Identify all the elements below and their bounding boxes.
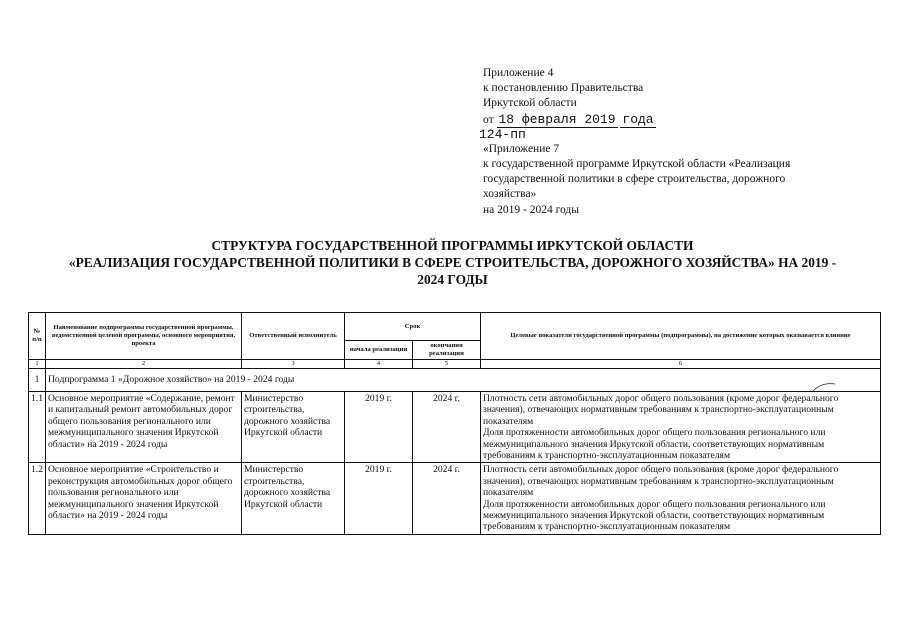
header-num: № п/п — [29, 313, 46, 360]
title-line: СТРУКТУРА ГОСУДАРСТВЕННОЙ ПРОГРАММЫ ИРКУТСКОЙ ОБЛАСТИ — [211, 238, 694, 253]
annex-date-line — [483, 112, 883, 128]
annex-line: на 2019 - 2024 годы — [483, 203, 580, 216]
indicator-text: Плотность сети автомобильных дорог общего пользования (кроме дорог федерального значения), отвечающих нормативным требованиям к транспортно-эксплуатационным показателям — [483, 464, 839, 499]
indicator-text: Доля протяженности автомобильных дорог общего пользования регионального или межмуниципального значения Иркутской области, соответствующих нормативным требованиям к транспортно-эксплуатационным показателям — [483, 498, 826, 533]
indicator-text: Доля протяженности автомобильных дорог общего пользования регионального или межмуниципального значения Иркутской области, соответствующих нормативным требованиям к транспортно-эксплуатационным показателям — [483, 427, 826, 462]
row-start: 2019 г. — [345, 392, 413, 463]
program-structure-table — [28, 312, 881, 535]
table-row — [29, 463, 881, 534]
row-num: 1.1 — [29, 392, 46, 463]
header-executor: Ответственный исполнитель — [242, 313, 345, 360]
annex-line: к постановлению Правительства — [483, 82, 644, 95]
header-name: Наименование подпрограммы государственной программы, ведомственной целевой программы, основного мероприятия, проекта — [46, 313, 242, 360]
row-executor: Министерство строительства, дорожного хозяйства Иркутской области — [242, 392, 345, 463]
pen-mark-icon — [812, 381, 836, 393]
annex-line: хозяйства» — [483, 188, 537, 201]
column-number: 2 — [46, 360, 242, 369]
column-number: 1 — [29, 360, 46, 369]
date-suffix: года — [622, 111, 654, 127]
column-number-row — [29, 360, 881, 369]
row-executor: Министерство строительства, дорожного хозяйства Иркутской области — [242, 463, 345, 534]
annex-block — [479, 66, 883, 218]
row-end: 2024 г. — [413, 463, 481, 534]
row-num: 1.2 — [29, 463, 46, 534]
resolution-date: 18 февраля 2019 — [498, 111, 616, 127]
row-indicators — [481, 463, 881, 534]
row-start: 2019 г. — [345, 463, 413, 534]
column-number: 4 — [345, 360, 413, 369]
subprogram-title: Подпрограмма 1 «Дорожное хозяйство» на 2019 - 2024 годы — [46, 369, 881, 392]
header-start: начала реализации — [345, 341, 413, 360]
row-indicators — [481, 392, 881, 463]
date-prefix: от — [483, 113, 494, 126]
subprogram-row — [29, 369, 881, 392]
row-name: Основное мероприятие «Содержание, ремонт и капитальный ремонт автомобильных дорог общего пользования регионального или межмуниципального значения Иркутской области» на 2019 - 2024 годы — [46, 392, 242, 463]
annex-line: «Приложение 7 — [483, 142, 560, 155]
row-end: 2024 г. — [413, 392, 481, 463]
annex-line: Иркутской области — [483, 97, 577, 110]
subprogram-num: 1 — [29, 369, 46, 392]
annex-line: государственной политики в сфере строительства, дорожного — [483, 173, 786, 186]
header-end: окончания реализации — [413, 341, 481, 360]
row-name: Основное мероприятие «Строительство и реконструкция автомобильных дорог общего пользования регионального или межмуниципального значения Иркутской области» на 2019 - 2024 годы — [46, 463, 242, 534]
column-number: 6 — [481, 360, 881, 369]
document-title — [20, 237, 885, 288]
annex-line: к государственной программе Иркутской области «Реализация — [483, 158, 791, 171]
resolution-number: 124-пп — [479, 126, 526, 142]
column-number: 5 — [413, 360, 481, 369]
table-row — [29, 392, 881, 463]
title-line: 2024 ГОДЫ — [417, 272, 488, 287]
column-number: 3 — [242, 360, 345, 369]
title-line: «РЕАЛИЗАЦИЯ ГОСУДАРСТВЕННОЙ ПОЛИТИКИ В СФЕРЕ СТРОИТЕЛЬСТВА, ДОРОЖНОГО ХОЗЯЙСТВА» НА 2019 - — [68, 255, 837, 270]
header-term: Срок — [345, 313, 481, 341]
header-indicators: Целевые показатели государственной программы (подпрограммы), на достижение которых оказывается влияние — [481, 313, 881, 360]
indicator-text: Плотность сети автомобильных дорог общего пользования (кроме дорог федерального значения), отвечающих нормативным требованиям к транспортно-эксплуатационным показателям — [483, 393, 839, 427]
annex-line: Приложение 4 — [483, 67, 554, 79]
